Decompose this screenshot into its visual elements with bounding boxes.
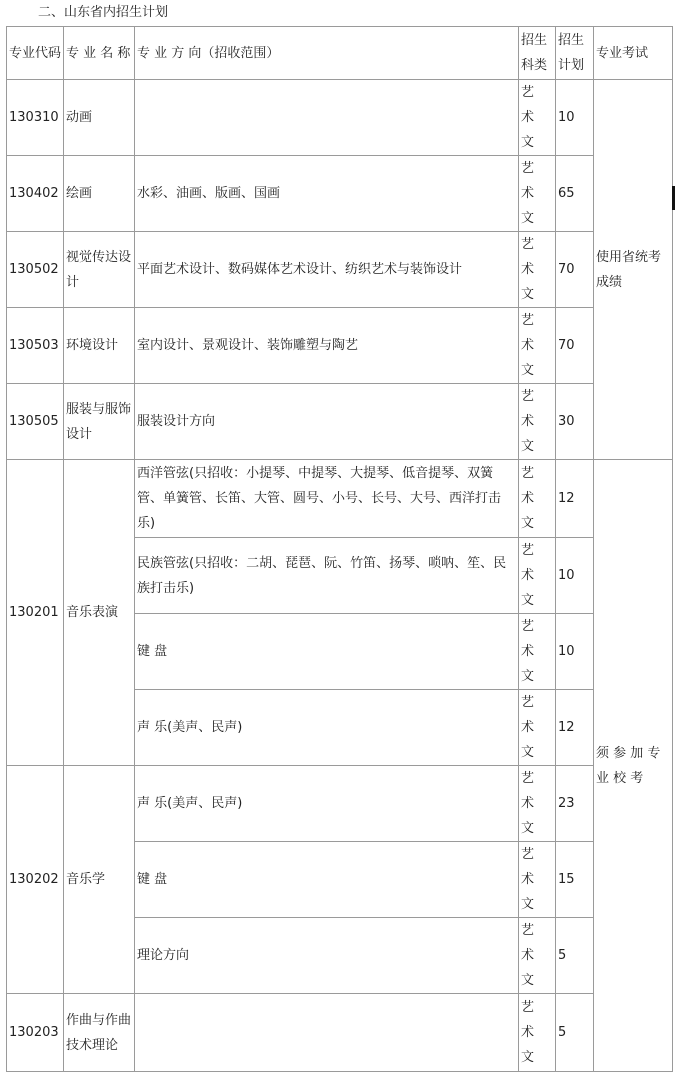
major-direction: 声 乐(美声、民声) — [135, 690, 519, 766]
subject-category: 艺术文 — [519, 80, 556, 156]
subject-category: 艺术文 — [519, 614, 556, 690]
major-direction — [135, 80, 519, 156]
header-code: 专业代码 — [7, 27, 64, 80]
table-row — [7, 460, 673, 538]
major-direction: 声 乐(美声、民声) — [135, 766, 519, 842]
subject-category: 艺术文 — [519, 538, 556, 614]
major-code: 130503 — [7, 308, 64, 384]
subject-category: 艺术文 — [519, 460, 556, 538]
header-plan: 招生计划 — [556, 27, 594, 80]
table-row — [7, 156, 673, 232]
subject-category: 艺术文 — [519, 156, 556, 232]
major-name: 环境设计 — [64, 308, 135, 384]
major-direction — [135, 994, 519, 1072]
exam-note-unified: 使用省统考成绩 — [594, 80, 673, 460]
plan-count: 5 — [556, 918, 594, 994]
plan-count: 10 — [556, 614, 594, 690]
subject-category: 艺术文 — [519, 842, 556, 918]
major-direction: 民族管弦(只招收：二胡、琵琶、阮、竹笛、扬琴、唢呐、笙、民族打击乐) — [135, 538, 519, 614]
plan-count: 30 — [556, 384, 594, 460]
major-name: 服装与服饰设计 — [64, 384, 135, 460]
major-name: 作曲与作曲技术理论 — [64, 994, 135, 1072]
plan-count: 15 — [556, 842, 594, 918]
exam-note-school: 须 参 加 专业 校 考 — [594, 460, 673, 1072]
plan-count: 70 — [556, 308, 594, 384]
major-direction: 键 盘 — [135, 614, 519, 690]
major-code: 130502 — [7, 232, 64, 308]
header-category: 招生科类 — [519, 27, 556, 80]
major-name: 动画 — [64, 80, 135, 156]
plan-count: 65 — [556, 156, 594, 232]
table-row — [7, 994, 673, 1072]
major-direction: 平面艺术设计、数码媒体艺术设计、纺织艺术与装饰设计 — [135, 232, 519, 308]
major-code: 130505 — [7, 384, 64, 460]
header-direction: 专 业 方 向（招收范围） — [135, 27, 519, 80]
plan-count: 5 — [556, 994, 594, 1072]
major-name: 绘画 — [64, 156, 135, 232]
page-edge-marker — [672, 186, 675, 210]
major-code: 130402 — [7, 156, 64, 232]
major-code: 130203 — [7, 994, 64, 1072]
major-name: 音乐表演 — [64, 460, 135, 766]
table-row — [7, 232, 673, 308]
table-row — [7, 308, 673, 384]
enrollment-plan-table — [6, 26, 673, 1072]
major-direction: 键 盘 — [135, 842, 519, 918]
table-row — [7, 384, 673, 460]
subject-category: 艺术文 — [519, 308, 556, 384]
subject-category: 艺术文 — [519, 994, 556, 1072]
section-title: 二、山东省内招生计划 — [38, 5, 169, 20]
plan-count: 10 — [556, 80, 594, 156]
table-header-row — [7, 27, 673, 80]
table-row — [7, 766, 673, 842]
major-direction: 水彩、油画、版画、国画 — [135, 156, 519, 232]
major-direction: 西洋管弦(只招收：小提琴、中提琴、大提琴、低音提琴、双簧管、单簧管、长笛、大管、圆号、小号、长号、大号、西洋打击乐) — [135, 460, 519, 538]
major-code: 130201 — [7, 460, 64, 766]
major-code: 130310 — [7, 80, 64, 156]
plan-count: 12 — [556, 690, 594, 766]
major-direction: 室内设计、景观设计、装饰雕塑与陶艺 — [135, 308, 519, 384]
subject-category: 艺术文 — [519, 918, 556, 994]
subject-category: 艺术文 — [519, 384, 556, 460]
major-direction: 服装设计方向 — [135, 384, 519, 460]
major-code: 130202 — [7, 766, 64, 994]
table-row — [7, 80, 673, 156]
header-name: 专 业 名 称 — [64, 27, 135, 80]
subject-category: 艺术文 — [519, 766, 556, 842]
plan-count: 12 — [556, 460, 594, 538]
header-exam: 专业考试 — [594, 27, 673, 80]
major-direction: 理论方向 — [135, 918, 519, 994]
subject-category: 艺术文 — [519, 690, 556, 766]
plan-count: 70 — [556, 232, 594, 308]
plan-count: 10 — [556, 538, 594, 614]
major-name: 视觉传达设计 — [64, 232, 135, 308]
plan-count: 23 — [556, 766, 594, 842]
subject-category: 艺术文 — [519, 232, 556, 308]
major-name: 音乐学 — [64, 766, 135, 994]
